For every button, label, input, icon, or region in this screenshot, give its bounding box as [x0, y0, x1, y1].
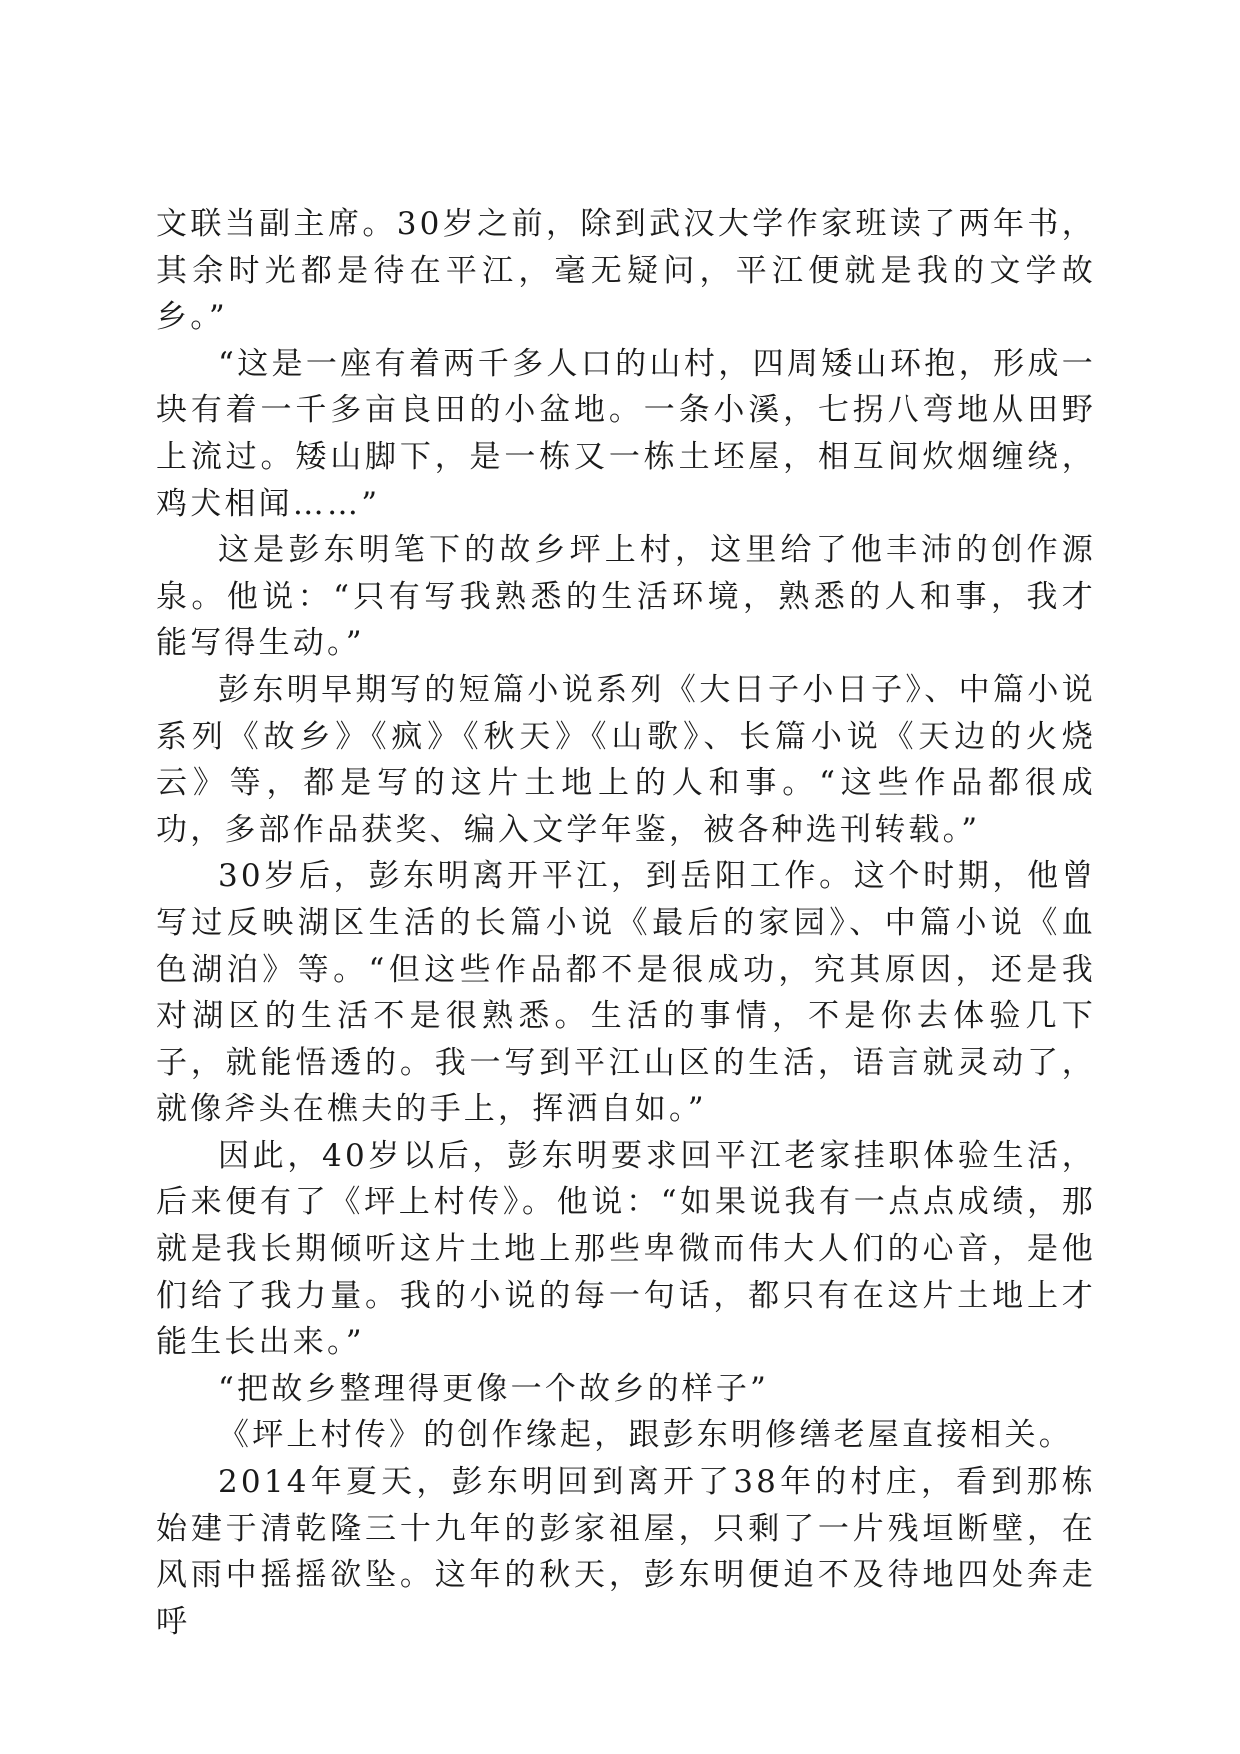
paragraph-4: 彭东明早期写的短篇小说系列《大日子小日子》、中篇小说系列《故乡》《疯》《秋天》《山歌》、长篇小说《天边的火烧云》等，都是写的这片土地上的人和事。“这些作品都很成功，多部作品获奖、编入文学年鉴，被各种选刊转载。” — [156, 671, 1096, 848]
paragraph-5: 30岁后，彭东明离开平江，到岳阳工作。这个时期，他曾写过反映湖区生活的长篇小说《最后的家园》、中篇小说《血色湖泊》等。“但这些作品都不是很成功，究其原因，还是我对湖区的生活不是很熟悉。生活的事情，不是你去体验几下子，就能悟透的。我一写到平江山区的生活，语言就灵动了，就像斧头在樵夫的手上，挥洒自如。” — [156, 858, 1096, 1128]
paragraph-6: 因此，40岁以后，彭东明要求回平江老家挂职体验生活，后来便有了《坪上村传》。他说：“如果说我有一点点成绩，那就是我长期倾听这片土地上那些卑微而伟大人们的心音，是他们给了我力量。我的小说的每一句话，都只有在这片土地上才能生长出来。” — [156, 1137, 1096, 1361]
paragraph-3: 这是彭东明笔下的故乡坪上村，这里给了他丰沛的创作源泉。他说：“只有写我熟悉的生活环境，熟悉的人和事，我才能写得生动。” — [156, 532, 1096, 662]
paragraph-2: “这是一座有着两千多人口的山村，四周矮山环抱，形成一块有着一千多亩良田的小盆地。一条小溪，七拐八弯地从田野上流过。矮山脚下，是一栋又一栋土坯屋，相互间炊烟缠绕，鸡犬相闻……” — [156, 345, 1096, 522]
section-heading: “把故乡整理得更像一个故乡的样子” — [218, 1370, 770, 1407]
paragraph-7: 《坪上村传》的创作缘起，跟彭东明修缮老屋直接相关。 — [218, 1417, 1073, 1454]
paragraph-1: 文联当副主席。30岁之前，除到武汉大学作家班读了两年书，其余时光都是待在平江，毫无疑问，平江便就是我的文学故乡。” — [156, 206, 1096, 336]
paragraph-8: 2014年夏天，彭东明回到离开了38年的村庄，看到那栋始建于清乾隆三十九年的彭家祖屋，只剩了一片残垣断壁，在风雨中摇摇欲坠。这年的秋天，彭东明便迫不及待地四处奔走呼 — [156, 1464, 1096, 1640]
article-body — [156, 201, 1096, 1645]
